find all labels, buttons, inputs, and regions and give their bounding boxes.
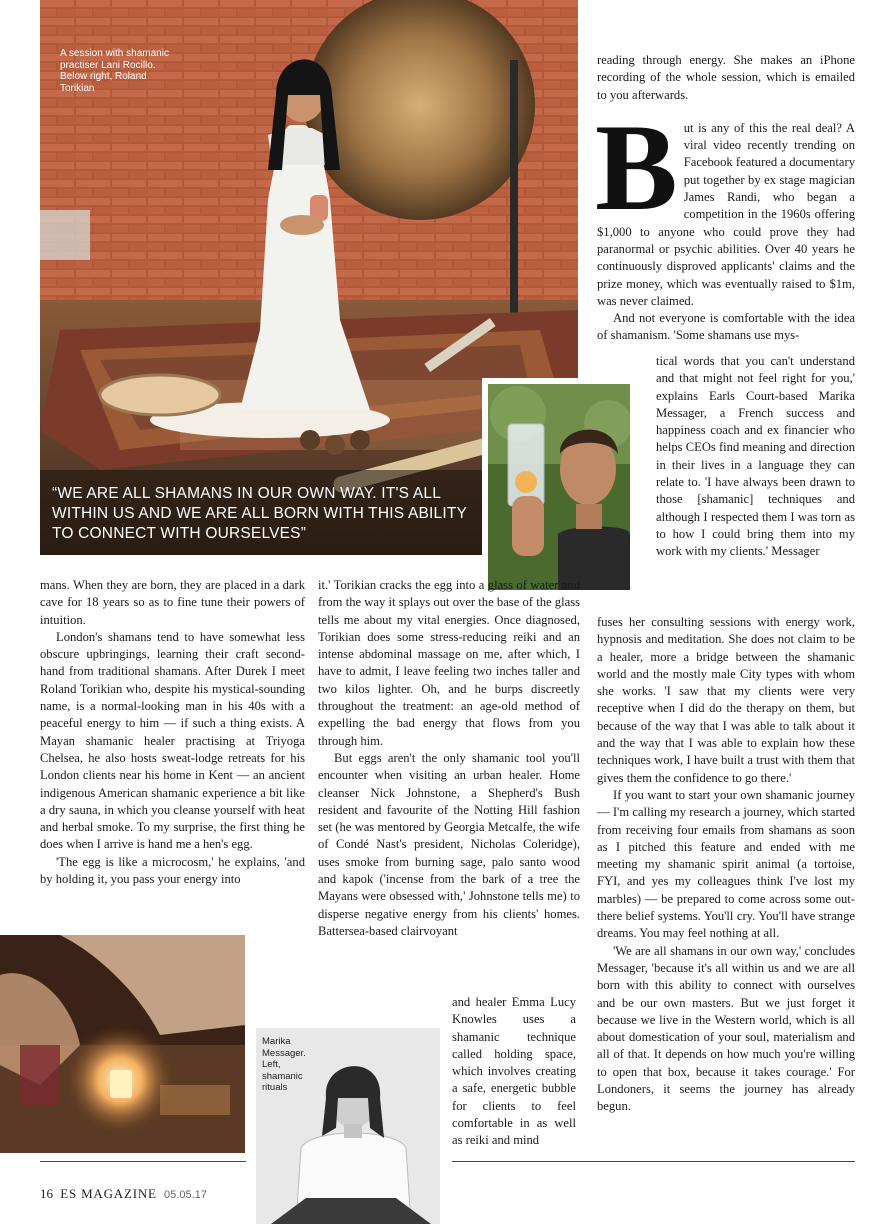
pull-quote: “WE ARE ALL SHAMANS IN OUR OWN WAY. IT'S ALL WITHIN US AND WE ARE ALL BORN WITH THIS ABILITY TO CONNECT WITH OURSELVES” bbox=[52, 485, 467, 542]
page-number: 16 bbox=[40, 1186, 53, 1201]
body-paragraph: it.' Torikian cracks the egg into a glass of water and from the way it splays out over the base of the glass tells me about my vital energies. Once diagnosed, Torikian does some stress-reducing reiki and an intense abdominal massage on me, after which, I have to admit, I leave feeling two inches taller and two kilos lighter. Oh, and he burps discreetly throughout the treatment: an age-old method of expelling the bad energy that flows from you through him. bbox=[318, 578, 580, 748]
roland-torikian-photo bbox=[482, 378, 636, 596]
article-column-2 bbox=[318, 577, 580, 940]
footer-rule-left bbox=[40, 1161, 246, 1162]
article-column-3 bbox=[597, 52, 855, 345]
shamanic-rituals-photo bbox=[0, 935, 245, 1153]
marika-photo-caption: Marika Messager. Left, shamanic rituals bbox=[262, 1036, 306, 1093]
drop-cap-letter: B bbox=[595, 98, 678, 236]
body-paragraph: London's shamans tend to have somewhat less obscure upbringings, learning their craft second-hand from traditional shamans. After Durek I meet Roland Torikian who, despite his mystical-sounding name, is a normal-looking man in his 40s with a peaceful energy to him — if such a thing exists. A Mayan shamanic healer practising at Triyoga Chelsea, he also hosts sweat-lodge retreats for his London clients near his home in Kent — an ancient indigenous American shamanic experience a bit like a dry sauna, in which you cleanse yourself with heat and herbal smoke. To my surprise, the first thing he does when I arrive is hand me a hen's egg. bbox=[40, 629, 305, 852]
body-paragraph: If you want to start your own shamanic journey — I'm calling my research a journey, which started from receiving four emails from shamans as soon as I pitched this feature and ended with me meeting my shamanic spirit animal (a tortoise, FYI, and yes my colleagues think I've lost my marbles) — be prepared to come across some out-there belief systems. You'll cry. You'll have strange dreams. You may feel nothing at all. bbox=[597, 787, 855, 941]
article-column-2-continued bbox=[452, 994, 576, 1150]
body-paragraph: tical words that you can't understand and that might not feel right for you,' explains Earls Court-based Marika Messager, a French success and happiness coach and ex financier who helps CEOs find meaning and direction in their lives in a language they can relate to. 'I have always been drawn to those [shamanic] techniques and although I respected them I was torn as to how I could bring them into my work with my clients.' Messager bbox=[656, 354, 856, 559]
article-column-1 bbox=[40, 577, 305, 888]
body-paragraph: reading through energy. She makes an iPhone recording of the whole session, which is emailed to you afterwards. bbox=[597, 53, 855, 102]
body-paragraph: But eggs aren't the only shamanic tool you'll encounter when visiting an urban healer. Home cleanser Nick Johnstone, a Shepherd's Bush resident and favourite of the Notting Hill fashion set (he was mentored by Georgia Metcalfe, the wife of Condé Nast's president, Nicholas Coleridge), uses smoke from burning sage, palo santo wood and kapok ('incense from the bark of a tree the Mayans were obsessed with,' Johnstone tells me) to disperse negative energy from his clients' homes. Battersea-based clairvoyant bbox=[318, 750, 580, 938]
body-paragraph: And not everyone is comfortable with the idea of shamanism. 'Some shamans use mys- bbox=[597, 311, 855, 343]
magazine-name: ES MAGAZINE bbox=[60, 1186, 157, 1201]
body-paragraph: ut is any of this the real deal? A viral video recently trending on Facebook featured a documentary put together by ex stage magician James Randi, who began a competition in the 1960s offering $1,000 to anyone who could prove they had paranormal or psychic abilities. Over 40 years he continuously disproved applicants' claims and the prize money, which was eventually raised to $1m, was never claimed. bbox=[597, 120, 855, 308]
footer-rule-right bbox=[452, 1161, 855, 1162]
body-paragraph: and healer Emma Lucy Knowles uses a shamanic technique called holding space, which involves creating a safe, energetic bubble for clients to feel comfortable in as well as reiki and mind bbox=[452, 995, 576, 1148]
dropcap-paragraph bbox=[595, 98, 855, 310]
body-paragraph: 'The egg is like a microcosm,' he explains, 'and by holding it, you pass your energy into bbox=[40, 854, 305, 887]
article-column-3-narrow bbox=[656, 353, 855, 561]
body-paragraph: fuses her consulting sessions with energy work, hypnosis and meditation. She does not claim to be a healer, more a bridge between the shamanic world and the mostly male City types with whom she works. 'I saw that my clients were very receptive when I did do the therapy on them, but because of the way that I was able to talk about it and the way that I was able to explain how these techniques work, I have built a trust with them that gives them the confidence to go there.' bbox=[597, 615, 855, 785]
body-paragraph: 'We are all shamans in our own way,' concludes Messager, 'because it's all within us and we are all born with this ability to connect with ourselves and be our own masters. But we just forget it because we live in the Western world, which is all about domestication of your soul, materialism and all of that. It depends on how much you're willing to open that box, because it takes courage.' For Londoners, it seems the journey has already begun. bbox=[597, 943, 855, 1114]
article-column-3-bottom bbox=[597, 614, 855, 1116]
main-photo-caption: A session with shamanic practiser Lani Rocillo. Below right, Roland Torikian bbox=[60, 48, 169, 94]
issue-date: 05.05.17 bbox=[164, 1189, 207, 1201]
page-footer bbox=[40, 1186, 207, 1202]
body-paragraph: mans. When they are born, they are placed in a dark cave for 18 years so as to fine tune their powers of intuition. bbox=[40, 578, 305, 627]
